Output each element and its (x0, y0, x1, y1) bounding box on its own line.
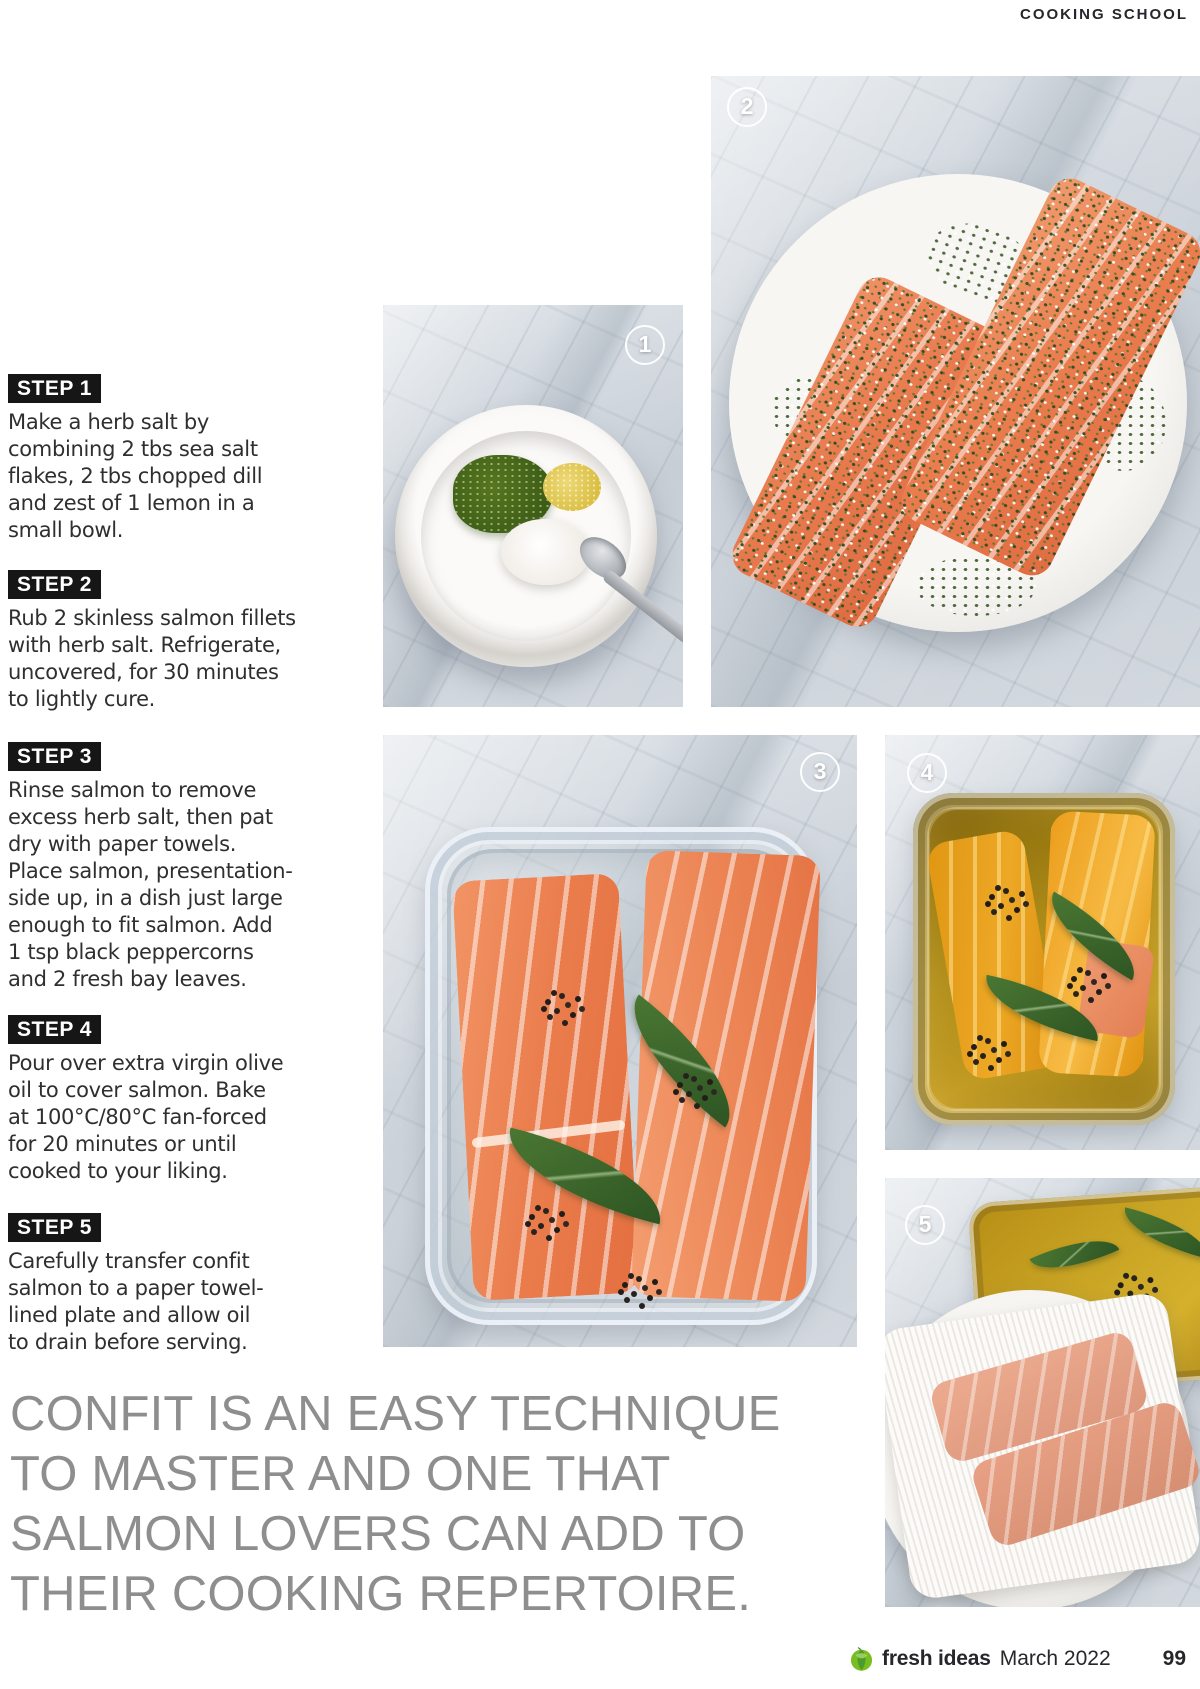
step-text-line: Place salmon, presentation- (8, 859, 293, 883)
step-photo-badge: 1 (625, 325, 665, 365)
pull-quote (10, 1384, 781, 1624)
photo-step-4-salmon-in-oil (885, 735, 1200, 1150)
step-text-line: and 2 fresh bay leaves. (8, 967, 247, 991)
step-3-label: STEP 3 (8, 742, 101, 771)
lemon-zest (543, 463, 601, 511)
step-1-label: STEP 1 (8, 374, 101, 403)
step-text-line: oil to cover salmon. Bake (8, 1078, 266, 1102)
pull-quote-line: SALMON LOVERS CAN ADD TO (10, 1507, 746, 1561)
page-footer (848, 1645, 1186, 1672)
black-peppercorns (551, 990, 557, 996)
step-text-line: at 100°C/80°C fan-forced (8, 1105, 267, 1129)
photo-step-2-salmon-herb-rub-plate (711, 76, 1200, 707)
black-peppercorns (535, 1205, 541, 1211)
step-1-section (8, 374, 328, 544)
step-5-section (8, 1213, 328, 1356)
page-number: 99 (1162, 1646, 1186, 1670)
step-text-line: salmon to a paper towel- (8, 1276, 264, 1300)
step-text-line: with herb salt. Refrigerate, (8, 633, 281, 657)
step-text-line: side up, in a dish just large (8, 886, 283, 910)
step-text-line: 1 tsp black peppercorns (8, 940, 254, 964)
photo-step-3-salmon-in-dish (383, 735, 857, 1347)
step-photo-badge: 4 (907, 753, 947, 793)
photo-step-1-herb-salt-bowl (383, 305, 683, 707)
step-text-line: excess herb salt, then pat (8, 805, 273, 829)
black-peppercorns (1077, 967, 1083, 973)
step-5-label: STEP 5 (8, 1213, 101, 1242)
step-2-section (8, 570, 328, 713)
bay-leaf (1029, 1224, 1119, 1285)
pull-quote-line: TO MASTER AND ONE THAT (10, 1447, 671, 1501)
step-photo-badge: 3 (800, 752, 840, 792)
page-title: COOKING SCHOOL (1019, 6, 1188, 23)
step-photo-badge: 2 (727, 87, 767, 127)
step-text-line: dry with paper towels. (8, 832, 237, 856)
step-text-line: Rinse salmon to remove (8, 778, 257, 802)
step-text-line: enough to fit salmon. Add (8, 913, 273, 937)
bay-leaf (1118, 1207, 1200, 1258)
step-text-line: uncovered, for 30 minutes (8, 660, 279, 684)
step-photo-badge: 5 (905, 1205, 945, 1245)
photo-step-5-salmon-draining (885, 1178, 1200, 1607)
step-3-section (8, 742, 328, 993)
step-text-line: to lightly cure. (8, 687, 156, 711)
step-text-line: small bowl. (8, 518, 124, 542)
pull-quote-line: CONFIT IS AN EASY TECHNIQUE (10, 1387, 781, 1441)
issue-date: March 2022 (999, 1646, 1111, 1670)
step-text-line: lined plate and allow oil (8, 1303, 251, 1327)
step-4-label: STEP 4 (8, 1015, 101, 1044)
salmon-fillet (631, 850, 820, 1302)
step-2-label: STEP 2 (8, 570, 101, 599)
black-peppercorns (977, 1035, 983, 1041)
step-text-line: Carefully transfer confit (8, 1249, 250, 1273)
step-text-line: cooked to your liking. (8, 1159, 228, 1183)
black-peppercorns (1123, 1273, 1129, 1279)
step-text-line: Pour over extra virgin olive (8, 1051, 284, 1075)
step-text-line: Make a herb salt by (8, 410, 210, 434)
step-text-line: combining 2 tbs sea salt (8, 437, 258, 461)
pull-quote-line: THEIR COOKING REPERTOIRE. (10, 1567, 752, 1621)
step-text-line: Rub 2 skinless salmon fillets (8, 606, 296, 630)
brand-name: fresh ideas (882, 1646, 991, 1670)
brand-logo-icon (848, 1645, 875, 1672)
black-peppercorns (628, 1273, 634, 1279)
sea-salt-flakes (501, 519, 589, 585)
step-text-line: for 20 minutes or until (8, 1132, 237, 1156)
black-peppercorns (995, 885, 1001, 891)
step-text-line: to drain before serving. (8, 1330, 248, 1354)
salmon-fillet (452, 873, 640, 1301)
step-text-line: flakes, 2 tbs chopped dill (8, 464, 263, 488)
step-4-section (8, 1015, 328, 1185)
black-peppercorns (683, 1073, 689, 1079)
step-text-line: and zest of 1 lemon in a (8, 491, 255, 515)
